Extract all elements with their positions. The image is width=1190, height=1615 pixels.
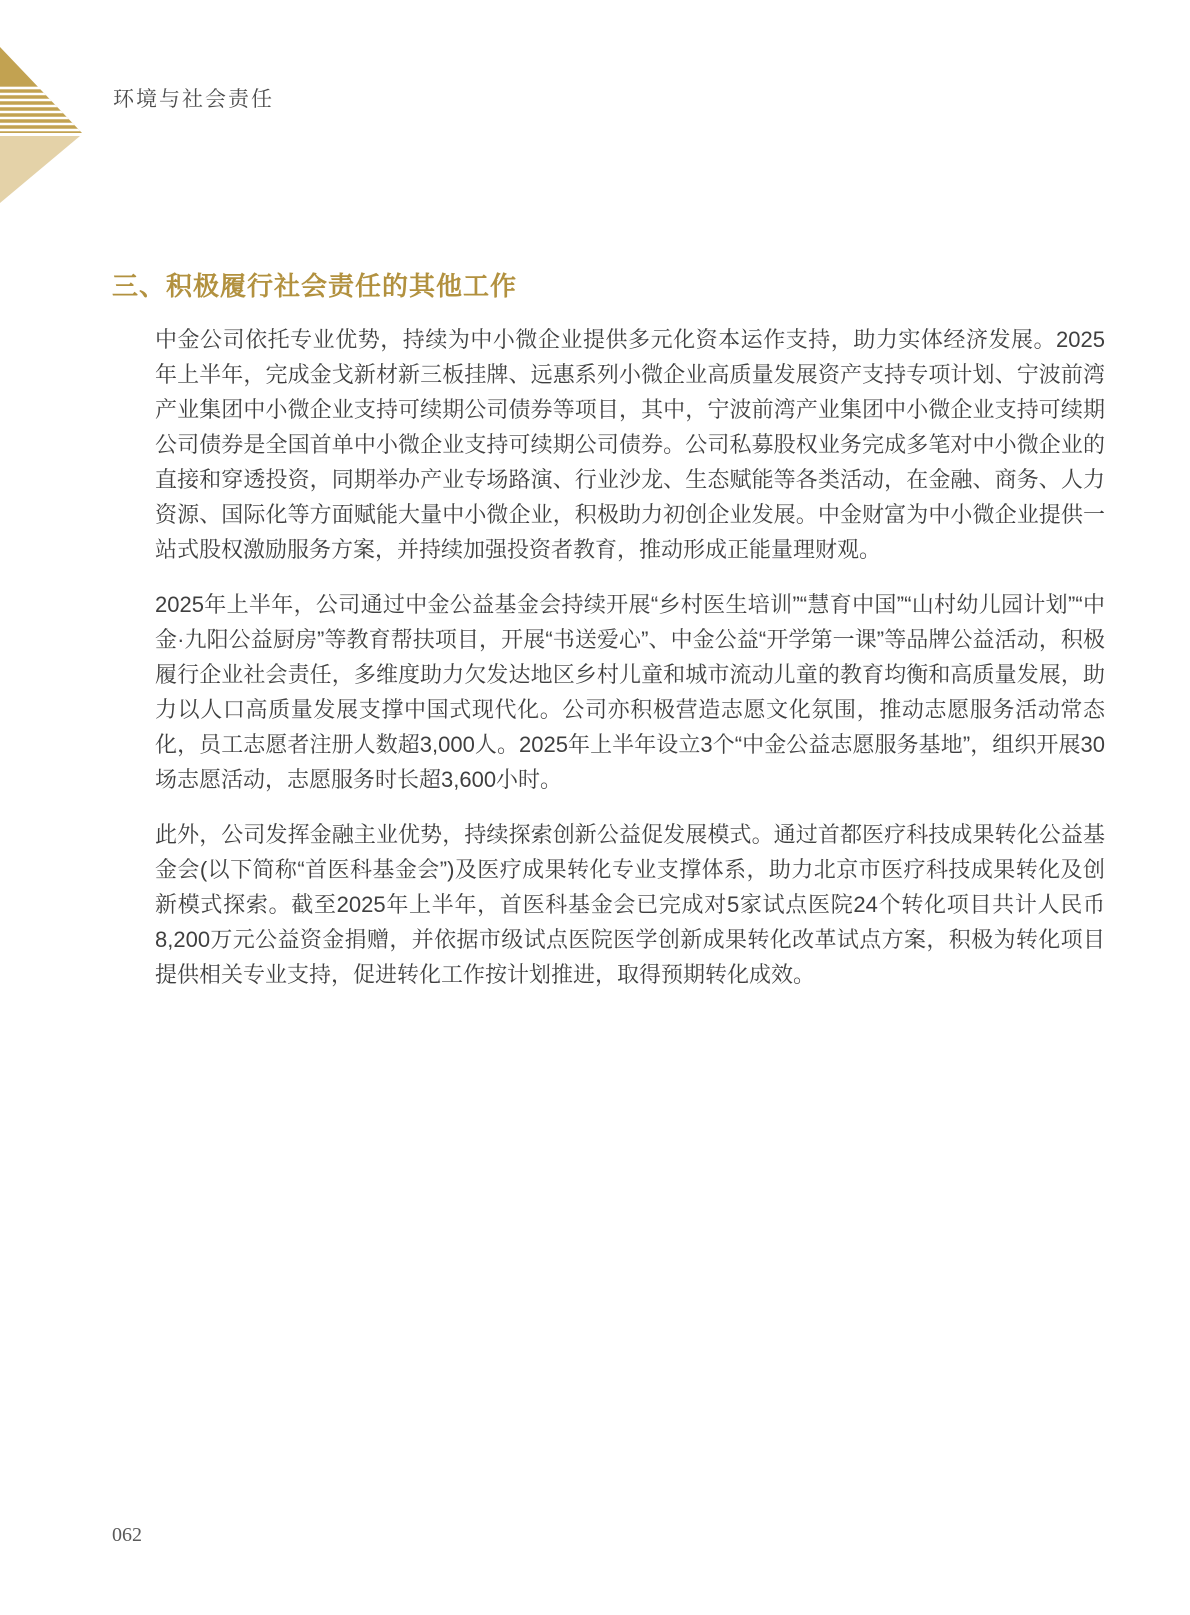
corner-triangle-upper <box>0 47 82 133</box>
corner-triangle-lower <box>0 136 80 203</box>
main-content <box>112 270 1112 1012</box>
body-paragraph-3: 此外，公司发挥金融主业优势，持续探索创新公益促发展模式。通过首都医疗科技成果转化公益基金会(以下简称“首医科基金会”)及医疗成果转化专业支撑体系，助力北京市医疗科技成果转化及创新模式探索。截至2025年上半年，首医科基金会已完成对5家试点医院24个转化项目共计人民币8,200万元公益资金捐赠，并依据市级试点医院医学创新成果转化改革试点方案，积极为转化项目提供相关专业支持，促进转化工作按计划推进，取得预期转化成效。 <box>155 822 1105 987</box>
section-heading: 三、积极履行社会责任的其他工作 <box>112 271 518 301</box>
body-paragraph-1: 中金公司依托专业优势，持续为中小微企业提供多元化资本运作支持，助力实体经济发展。2025年上半年，完成金戈新材新三板挂牌、远惠系列小微企业高质量发展资产支持专项计划、宁波前湾产业集团中小微企业支持可续期公司债券等项目，其中，宁波前湾产业集团中小微企业支持可续期公司债券是全国首单中小微企业支持可续期公司债券。公司私募股权业务完成多笔对中小微企业的直接和穿透投资，同期举办产业专场路演、行业沙龙、生态赋能等各类活动，在金融、商务、人力资源、国际化等方面赋能大量中小微企业，积极助力初创企业发展。中金财富为中小微企业提供一站式股权激励服务方案，并持续加强投资者教育，推动形成正能量理财观。 <box>155 327 1105 562</box>
body-paragraph-2: 2025年上半年，公司通过中金公益基金会持续开展“乡村医生培训”“慧育中国”“山村幼儿园计划”“中金·九阳公益厨房”等教育帮扶项目，开展“书送爱心”、中金公益“开学第一课”等品牌公益活动，积极履行企业社会责任，多维度助力欠发达地区乡村儿童和城市流动儿童的教育均衡和高质量发展，助力以人口高质量发展支撑中国式现代化。公司亦积极营造志愿文化氛围，推动志愿服务活动常态化，员工志愿者注册人数超3,000人。2025年上半年设立3个“中金公益志愿服务基地”，组织开展30场志愿活动，志愿服务时长超3,600小时。 <box>155 592 1105 792</box>
page-number: 062 <box>112 1524 142 1546</box>
corner-triangle-icon <box>0 0 92 210</box>
running-header-title: 环境与社会责任 <box>113 87 274 111</box>
